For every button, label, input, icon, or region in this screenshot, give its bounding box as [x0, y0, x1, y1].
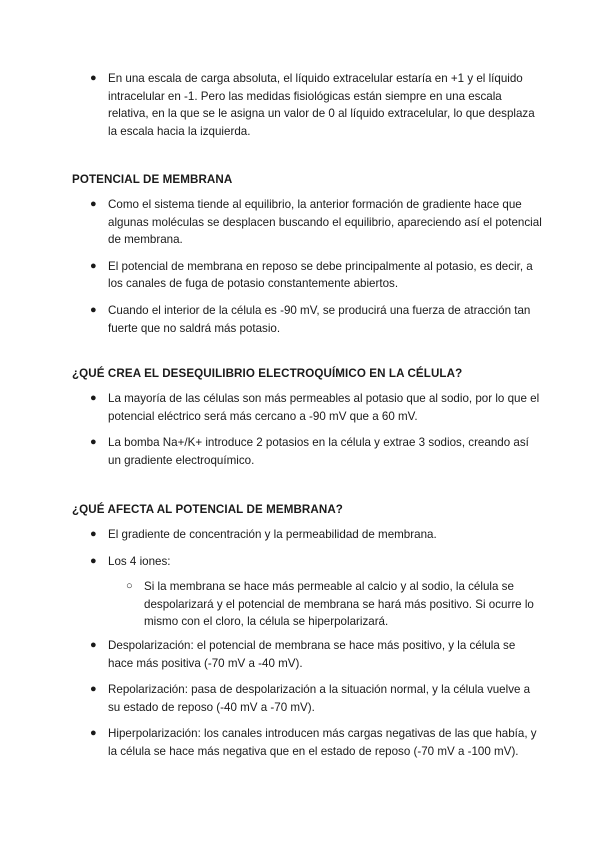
bullet-icon: ●: [90, 303, 97, 316]
potencial-bullet-list: [72, 196, 542, 337]
bullet-icon: ●: [90, 528, 97, 540]
afecta-bullet-list: [72, 526, 542, 570]
bullet-icon: ●: [90, 259, 97, 272]
list-item: ● La bomba Na+/K+ introduce 2 potasios en la célula y extrae 3 sodios, creando así un gradiente electroquímico.: [90, 436, 529, 467]
list-item: ● El potencial de membrana en reposo se debe principalmente al potasio, es decir, a los canales de fuga de potasio constantemente abiertos.: [90, 259, 533, 291]
section-heading-afecta: ¿QUÉ AFECTA AL POTENCIAL DE MEMBRANA?: [72, 503, 343, 516]
list-item: ● Repolarización: pasa de despolarización a la situación normal, y la célula vuelve a su estado de reposo (-40 mV a -70 mV).: [90, 683, 531, 714]
bullet-icon: ●: [90, 727, 97, 740]
sub-bullet-icon: ○: [126, 580, 133, 592]
list-item: ○ Si la membrana se hace más permeable al calcio y al sodio, la célula se despolarizará y el potencial de membrana se hará más positivo. Si ocurre lo mismo con el cloro, la célula se hiperpolarizará.: [126, 580, 534, 629]
bullet-icon: ●: [90, 683, 97, 696]
bullet-icon: ●: [90, 198, 97, 210]
afecta-bullet-list-continued: [72, 637, 542, 761]
iones-sub-list: [72, 578, 542, 631]
list-item: ● La mayoría de las células son más permeables al potasio que al sodio, por lo que el potencial eléctrico será más cercano a -90 mV que a 60 mV.: [90, 392, 540, 423]
section-heading-desequilibrio: ¿QUÉ CREA EL DESEQUILIBRIO ELECTROQUÍMICO EN LA CÉLULA?: [72, 367, 463, 380]
list-item: ● Los 4 iones:: [72, 553, 542, 571]
list-item: ● El gradiente de concentración y la permeabilidad de membrana.: [72, 526, 542, 544]
bullet-icon: ●: [90, 72, 97, 84]
list-item: ● Hiperpolarización: los canales introducen más cargas negativas de las que había, y la célula se hace más negativa que en el estado de reposo (-70 mV a -100 mV).: [90, 727, 537, 758]
intro-bullet-list: [72, 70, 542, 140]
bullet-icon: ●: [90, 436, 97, 449]
list-item: ● Como el sistema tiende al equilibrio, la anterior formación de gradiente hace que algunas moléculas se desplacen buscando el equilibrio, apareciendo así el potencial de membrana.: [90, 198, 542, 247]
list-item: ● En una escala de carga absoluta, el líquido extracelular estaría en +1 y el líquido intracelular en -1. Pero las medidas fisiológicas están siempre en una escala relativa, en la que se le asigna un valor de 0 al líquido extracelular, lo que desplaza la escala hacia la izquierda.: [90, 72, 535, 138]
section-heading-potencial: POTENCIAL DE MEMBRANA: [72, 173, 233, 186]
bullet-icon: ●: [90, 392, 97, 404]
bullet-icon: ●: [90, 639, 97, 651]
desequilibrio-bullet-list: [72, 390, 542, 469]
bullet-icon: ●: [90, 554, 97, 567]
list-item: ● Cuando el interior de la célula es -90 mV, se producirá una fuerza de atracción tan fuerte que no saldrá más potasio.: [90, 303, 531, 335]
list-item: ● Despolarización: el potencial de membrana se hace más positivo, y la célula se hace más positiva (-70 mV a -40 mV).: [90, 639, 516, 670]
